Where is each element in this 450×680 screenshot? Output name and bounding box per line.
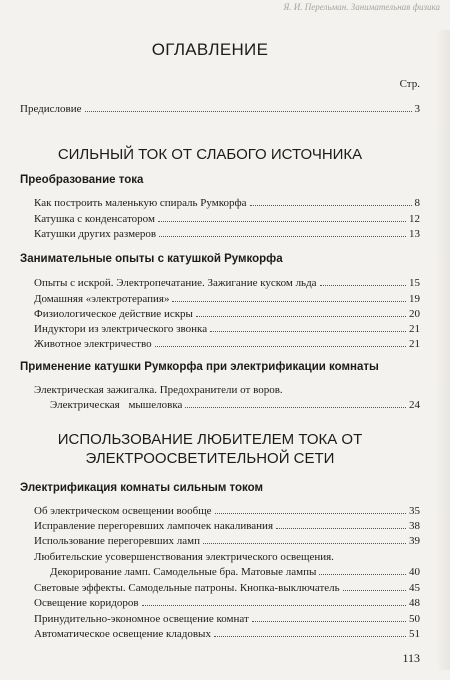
toc-entry[interactable] [50,398,420,412]
entry-page: 39 [409,535,420,547]
section-title: Применение катушки Румкорфа при электрификации комнаты [20,361,379,373]
toc-entry[interactable] [50,565,420,579]
entry-text: Физиологическое действие искры [34,308,193,320]
entry-text: Декорирование ламп. Самодельные бра. Матовые лампы [50,566,317,578]
section-title: Занимательные опыты с катушкой Румкорфа [20,253,283,265]
entry-line: Любительские усовершенствования электрического освещения. [34,551,334,563]
toc-entry[interactable] [34,581,420,595]
entry-text: Как построить маленькую спираль Румкорфа [34,197,247,209]
entry-page: 21 [409,338,420,350]
toc-entry[interactable] [34,276,420,290]
entry-page: 38 [409,520,420,532]
leader-dots [158,221,406,222]
page-column-label: Стр. [399,78,420,90]
entry-page: 45 [409,582,420,594]
page-number: 113 [402,651,420,665]
entry-page: 48 [409,597,420,609]
part-title-line-1: ИСПОЛЬЗОВАНИЕ ЛЮБИТЕЛЕМ ТОКА ОТ [57,431,363,448]
entry-text: Исправление перегоревших лампочек накаливания [34,520,274,532]
leader-dots [142,605,406,606]
leader-dots [343,590,406,591]
toc-title: ОГЛАВЛЕНИЕ [151,40,269,59]
entry-text: Электрическая мышеловка [50,399,183,411]
entry-text: Опыты с искрой. Электропечатание. Зажигание куском льда [34,277,317,289]
leader-dots [319,574,406,575]
entry-text: Катушки других размеров [34,228,157,240]
toc-entry[interactable] [34,322,420,336]
leader-dots [159,236,406,237]
toc-entry-preface[interactable] [20,102,420,116]
toc-entry[interactable] [34,534,420,548]
entry-text: Освещение коридоров [34,597,139,609]
entry-page: 3 [414,103,420,115]
entry-page: 24 [409,399,420,411]
toc-entry[interactable] [34,519,420,533]
leader-dots [196,316,406,317]
entry-text: Домашняя «электротерапия» [34,293,170,305]
leader-dots [185,407,406,408]
entry-text: Принудительно-экономное освещение комнат [34,613,249,625]
entry-text: Использование перегоревших ламп [34,535,200,547]
part-title-line-2: ЭЛЕКТРООСВЕТИТЕЛЬНОЙ СЕТИ [85,450,335,467]
part-title: СИЛЬНЫЙ ТОК ОТ СЛАБОГО ИСТОЧНИКА [57,146,363,163]
toc-entry[interactable] [34,227,420,241]
leader-dots [252,621,406,622]
leader-dots [250,205,412,206]
toc-entry[interactable] [34,337,420,351]
entry-page: 40 [409,566,420,578]
entry-text: Катушка с конденсатором [34,213,155,225]
entry-text: Животное электричество [34,338,152,350]
section-title: Электрификация комнаты сильным током [20,482,264,494]
leader-dots [85,111,412,112]
toc-entry[interactable] [34,292,420,306]
toc-entry[interactable] [34,504,420,518]
toc-entry[interactable] [34,612,420,626]
leader-dots [320,285,406,286]
entry-page: 50 [409,613,420,625]
entry-text: Световые эффекты. Самодельные патроны. Кнопка-выключатель [34,582,340,594]
entry-text: Предисловие [20,103,82,115]
entry-line: Электрическая зажигалка. Предохранители от воров. [34,384,283,396]
section-title: Преобразование тока [20,174,144,186]
entry-page: 19 [409,293,420,305]
leader-dots [203,543,406,544]
entry-page: 51 [409,628,420,640]
page-edge [436,30,450,670]
entry-text: Об электрическом освещении вообще [34,505,212,517]
running-head: Я. И. Перельман. Занимательная физика [283,2,440,12]
toc-entry[interactable] [34,307,420,321]
entry-page: 21 [409,323,420,335]
entry-page: 35 [409,505,420,517]
entry-page: 20 [409,308,420,320]
toc-entry[interactable] [34,196,420,210]
entry-page: 12 [409,213,420,225]
toc-entry[interactable] [34,596,420,610]
entry-page: 15 [409,277,420,289]
toc-entry[interactable] [34,212,420,226]
leader-dots [210,331,406,332]
leader-dots [214,636,406,637]
entry-text: Автоматическое освещение кладовых [34,628,211,640]
toc-entry[interactable] [34,627,420,641]
leader-dots [276,528,406,529]
leader-dots [215,513,406,514]
entry-text: Индуктори из электрического звонка [34,323,208,335]
entry-page: 8 [414,197,420,209]
leader-dots [155,346,406,347]
entry-page: 13 [409,228,420,240]
leader-dots [172,301,406,302]
